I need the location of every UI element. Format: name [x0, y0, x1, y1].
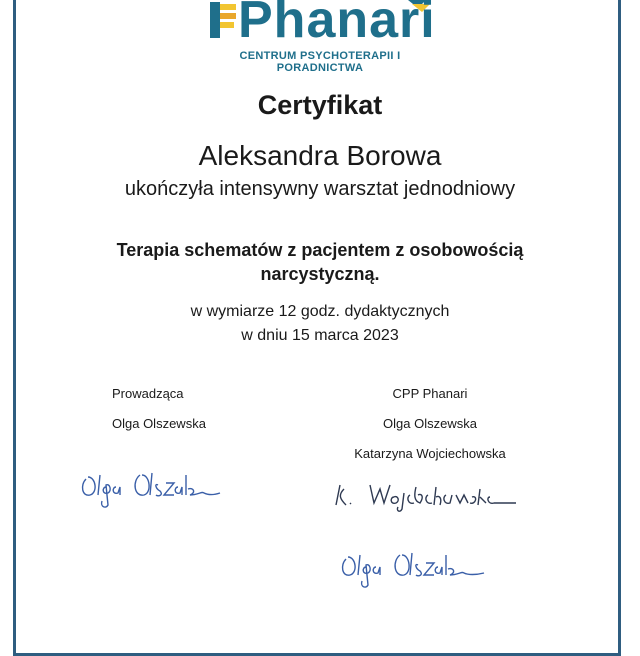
- instructor-name: Olga Olszewska: [112, 416, 206, 431]
- organization-signatory-2: Katarzyna Wojciechowska: [354, 446, 506, 461]
- signature-right-top: [330, 475, 530, 515]
- date-text: w dniu 15 marca 2023: [241, 327, 399, 344]
- hours-text: w wymiarze 12 godz. dydaktycznych: [190, 303, 450, 320]
- organization-label: CPP Phanari: [392, 386, 468, 401]
- certificate-title: Certyfikat: [257, 90, 383, 120]
- organization-signatory-1: Olga Olszewska: [383, 416, 477, 431]
- logo-subtitle: CENTRUM PSYCHOTERAPII I PORADNICTWA: [239, 50, 401, 74]
- course-title-line1: Terapia schematów z pacjentem z osobowością: [116, 240, 524, 260]
- course-details: [0, 300, 640, 348]
- logo-wordmark: Phanari: [238, 0, 436, 49]
- recipient-name: Aleksandra Borowa: [198, 140, 442, 171]
- signature-left: [78, 465, 228, 510]
- signature-right-bottom: [338, 545, 498, 590]
- completion-text: ukończyła intensywny warsztat jednodniowy: [124, 178, 516, 200]
- course-title-line2: narcystyczną.: [260, 264, 380, 284]
- instructor-label: Prowadząca: [112, 386, 184, 401]
- course-title: [0, 238, 640, 286]
- phanari-logo: [190, 0, 450, 74]
